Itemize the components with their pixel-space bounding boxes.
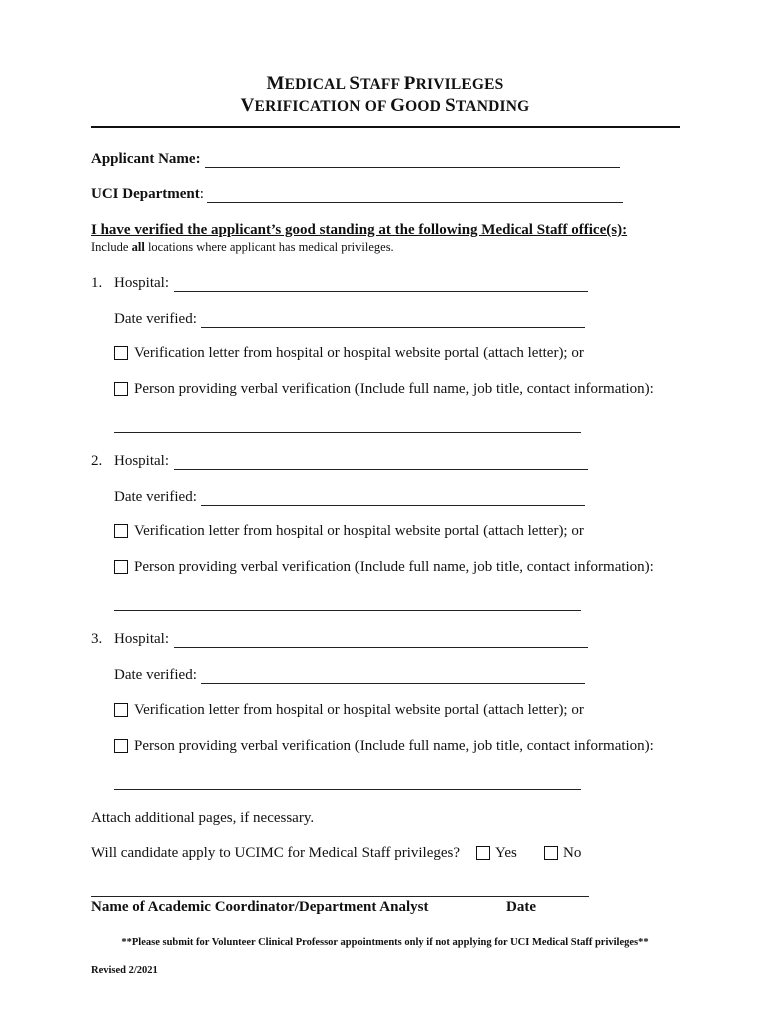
hospital-1-label: Hospital:	[114, 275, 169, 291]
hospital-1-verbal-field[interactable]	[114, 432, 581, 433]
hospital-1-date-field[interactable]	[201, 327, 585, 328]
hospital-2-date-label: Date verified:	[114, 489, 197, 505]
hospital-3-letter-checkbox[interactable]	[114, 703, 128, 717]
hospital-2-label: Hospital:	[114, 453, 169, 469]
ucimc-no-checkbox[interactable]	[544, 846, 558, 860]
verified-heading: I have verified the applicant’s good standing at the following Medical Staff office(s):	[91, 222, 628, 238]
hospital-2-verbal-checkbox[interactable]	[114, 560, 128, 574]
hospital-2-verbal-field[interactable]	[114, 610, 581, 611]
hospital-3-field[interactable]	[174, 647, 588, 648]
uci-department-label: UCI Department:	[91, 186, 204, 202]
ucimc-yes-checkbox[interactable]	[476, 846, 490, 860]
ucimc-yes-label: Yes	[495, 845, 517, 861]
date-label: Date	[506, 899, 536, 915]
hospital-3-number: 3.	[91, 631, 103, 647]
hospital-3-verbal-label: Person providing verbal verification (Include full name, job title, contact information):	[134, 738, 654, 754]
hospital-2-letter-label: Verification letter from hospital or hospital website portal (attach letter); or	[134, 523, 584, 539]
hospital-3-verbal-checkbox[interactable]	[114, 739, 128, 753]
hospital-1-letter-checkbox[interactable]	[114, 346, 128, 360]
uci-department-field[interactable]	[207, 202, 623, 203]
hospital-1-number: 1.	[91, 275, 103, 291]
revised-date: Revised 2/2021	[91, 965, 158, 976]
hospital-3-letter-label: Verification letter from hospital or hospital website portal (attach letter); or	[134, 702, 584, 718]
hospital-2-field[interactable]	[174, 469, 588, 470]
applicant-name-label: Applicant Name:	[91, 151, 201, 167]
ucimc-no-label: No	[563, 845, 582, 861]
hospital-1-letter-label: Verification letter from hospital or hospital website portal (attach letter); or	[134, 345, 584, 361]
ucimc-question: Will candidate apply to UCIMC for Medical Staff privileges?	[91, 845, 461, 861]
hospital-3-date-label: Date verified:	[114, 667, 197, 683]
hospital-3-verbal-field[interactable]	[114, 789, 581, 790]
coordinator-label: Name of Academic Coordinator/Department Analyst	[91, 899, 429, 915]
attach-note: Attach additional pages, if necessary.	[91, 810, 315, 826]
applicant-name-field[interactable]	[205, 167, 620, 168]
hospital-3-label: Hospital:	[114, 631, 169, 647]
include-note: Include all locations where applicant has medical privileges.	[91, 240, 394, 254]
hospital-2-verbal-label: Person providing verbal verification (Include full name, job title, contact information):	[134, 559, 654, 575]
hospital-1-field[interactable]	[174, 291, 588, 292]
hospital-2-date-field[interactable]	[201, 505, 585, 506]
coordinator-signature-line[interactable]	[91, 896, 589, 897]
hospital-1-verbal-label: Person providing verbal verification (Include full name, job title, contact information):	[134, 381, 654, 397]
hospital-1-date-label: Date verified:	[114, 311, 197, 327]
form-title-line-1: MEDICAL STAFF PRIVILEGES	[266, 73, 504, 94]
title-divider	[91, 126, 680, 128]
footer-note: **Please submit for Volunteer Clinical Professor appointments only if not applying for UCI Medical Staff privileges**	[121, 937, 649, 948]
hospital-3-date-field[interactable]	[201, 683, 585, 684]
hospital-2-letter-checkbox[interactable]	[114, 524, 128, 538]
hospital-2-number: 2.	[91, 453, 103, 469]
hospital-1-verbal-checkbox[interactable]	[114, 382, 128, 396]
form-title-line-2: VERIFICATION OF GOOD STANDING	[240, 95, 530, 116]
